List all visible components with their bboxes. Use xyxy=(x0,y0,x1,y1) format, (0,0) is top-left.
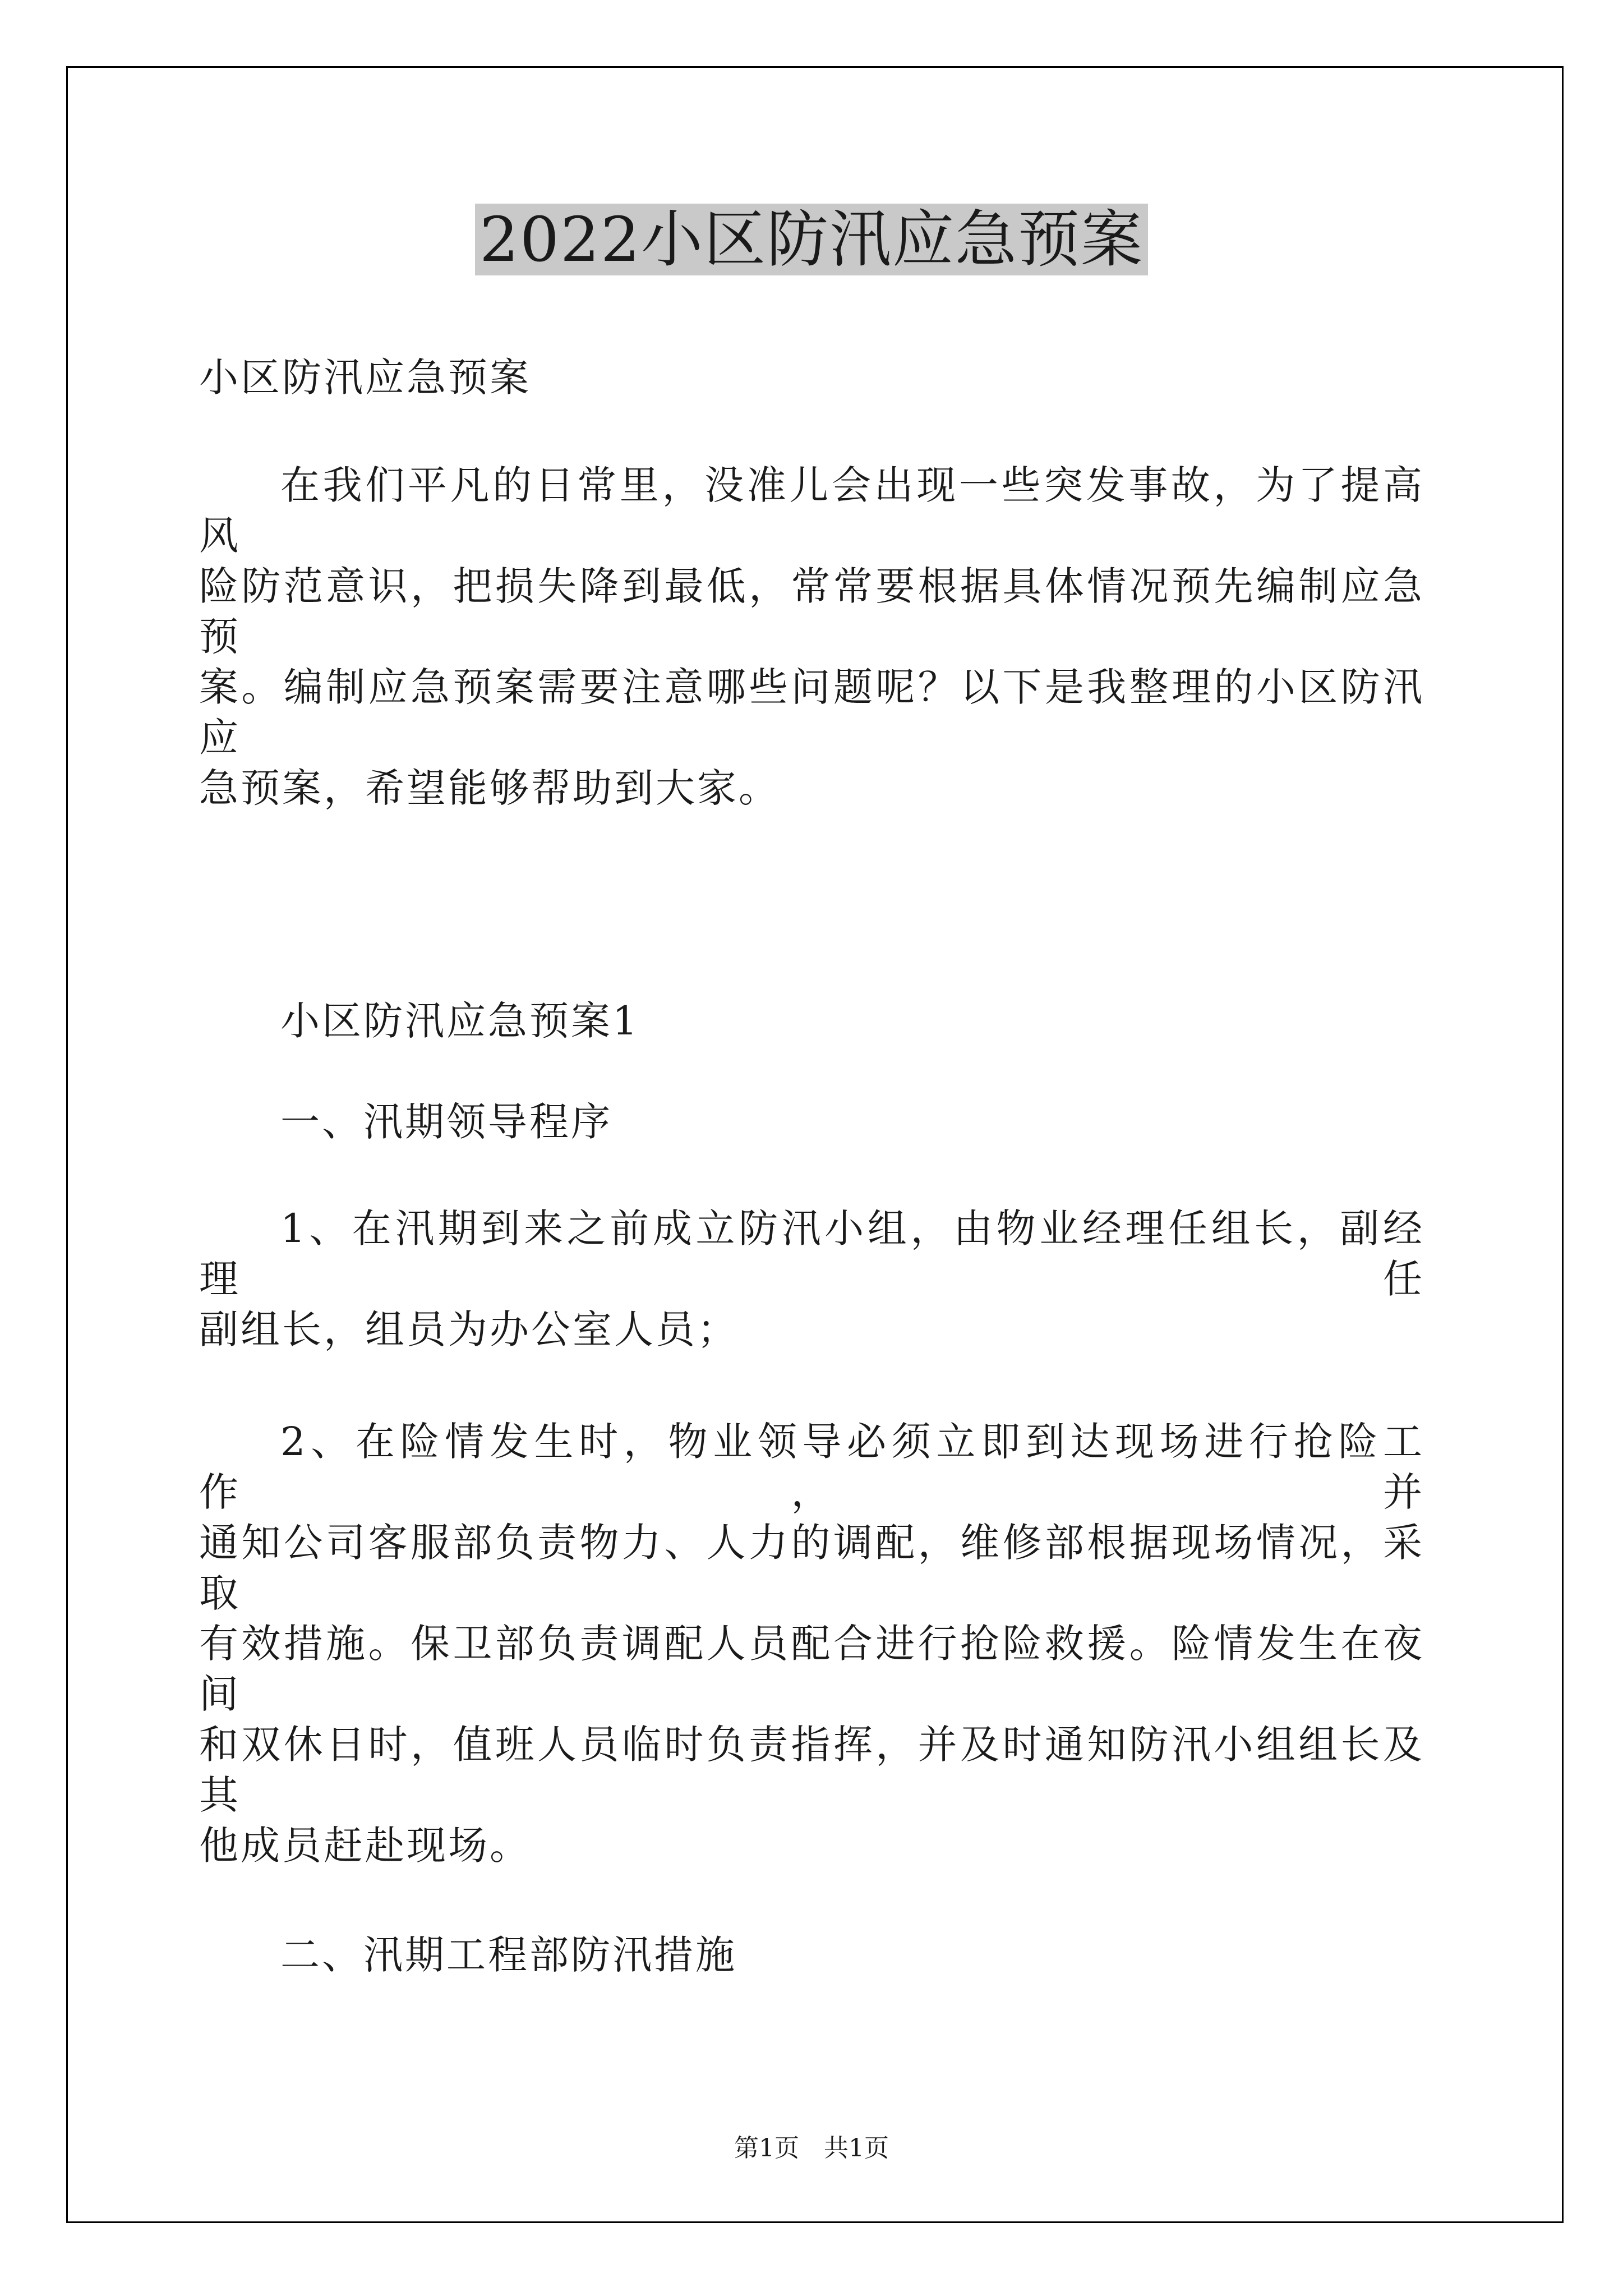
heading-engineering-measures: 二、汛期工程部防汛措施 xyxy=(280,1932,737,1978)
intro-line-4: 急预案，希望能够帮助到大家。 xyxy=(199,765,780,811)
intro-line-1: 在我们平凡的日常里，没准儿会出现一些突发事故，为了提高风 xyxy=(199,462,1424,559)
document-title: 2022小区防汛应急预案 xyxy=(0,203,1623,276)
intro-line-2: 险防范意识，把损失降到最低，常常要根据具体情况预先编制应急预 xyxy=(199,563,1424,660)
item2-line-4: 和双休日时，值班人员临时负责指挥，并及时通知防汛小组组长及其 xyxy=(199,1722,1424,1818)
heading-leadership-procedure: 一、汛期领导程序 xyxy=(280,1099,612,1145)
subtitle: 小区防汛应急预案 xyxy=(199,355,531,401)
intro-line-3: 案。编制应急预案需要注意哪些问题呢？以下是我整理的小区防汛应 xyxy=(199,664,1424,761)
section-title: 小区防汛应急预案1 xyxy=(280,998,640,1044)
item2-line-2: 通知公司客服部负责物力、人力的调配，维修部根据现场情况，采取 xyxy=(199,1520,1424,1616)
item1-line-2: 副组长，组员为办公室人员； xyxy=(199,1306,739,1352)
item2-line-1: 2、在险情发生时，物业领导必须立即到达现场进行抢险工作，并 xyxy=(199,1419,1424,1515)
item2-line-3: 有效措施。保卫部负责调配人员配合进行抢险救援。险情发生在夜间 xyxy=(199,1621,1424,1717)
item1-line-1: 1、在汛期到来之前成立防汛小组，由物业经理任组长，副经理任 xyxy=(199,1205,1424,1302)
item2-line-5: 他成员赶赴现场。 xyxy=(199,1823,531,1869)
page-footer: 第1页 共1页 xyxy=(734,2134,889,2162)
